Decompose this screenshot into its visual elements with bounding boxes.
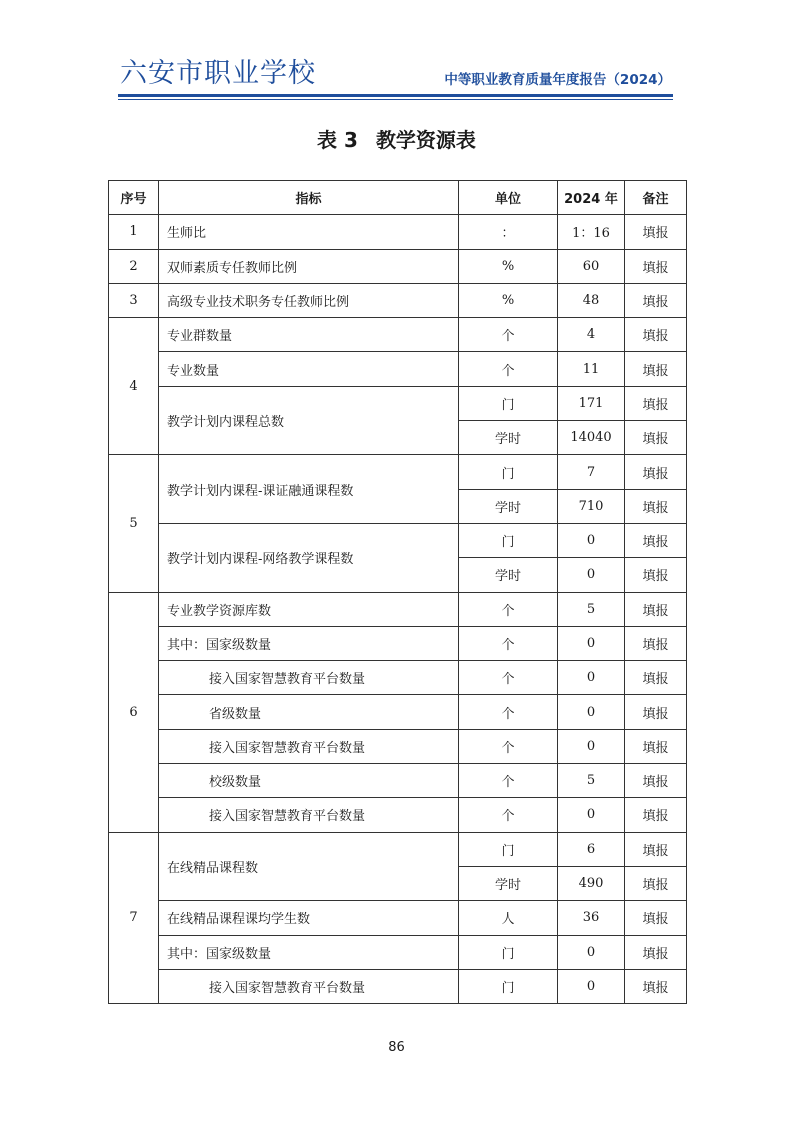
- value: 48: [558, 283, 625, 317]
- note: 填报: [625, 866, 687, 900]
- value: 4: [558, 318, 625, 352]
- indicator: 生师比: [159, 215, 459, 249]
- value: 5: [558, 592, 625, 626]
- table-row: [109, 729, 687, 763]
- indicator: 专业教学资源库数: [159, 592, 459, 626]
- unit: 门: [459, 935, 558, 969]
- note: 填报: [625, 626, 687, 660]
- table-header-row: [109, 181, 687, 215]
- table-row: [109, 901, 687, 935]
- header-rule-thick: [118, 94, 673, 97]
- col-header-indicator: 指标: [159, 181, 459, 215]
- unit: 人: [459, 901, 558, 935]
- note: 填报: [625, 249, 687, 283]
- note: 填报: [625, 798, 687, 832]
- row-number: 5: [109, 455, 159, 592]
- note: 填报: [625, 901, 687, 935]
- value: 14040: [558, 421, 625, 455]
- value: 0: [558, 969, 625, 1003]
- indicator: 双师素质专任教师比例: [159, 249, 459, 283]
- table-row: [109, 695, 687, 729]
- value: 60: [558, 249, 625, 283]
- value: 5: [558, 764, 625, 798]
- table-row: [109, 935, 687, 969]
- table-row: [109, 969, 687, 1003]
- table-row: [109, 283, 687, 317]
- unit: 学时: [459, 421, 558, 455]
- value: 0: [558, 661, 625, 695]
- row-number: 3: [109, 283, 159, 317]
- unit: %: [459, 283, 558, 317]
- unit: 门: [459, 832, 558, 866]
- col-header-note: 备注: [625, 181, 687, 215]
- note: 填报: [625, 523, 687, 557]
- unit: 门: [459, 455, 558, 489]
- unit: %: [459, 249, 558, 283]
- row-number: 6: [109, 592, 159, 832]
- row-number: 1: [109, 215, 159, 249]
- indicator: 专业群数量: [159, 318, 459, 352]
- row-number: 4: [109, 318, 159, 455]
- indicator: 其中：国家级数量: [159, 935, 459, 969]
- table-row: [109, 798, 687, 832]
- header-rule-thin: [118, 99, 673, 100]
- page-number: 86: [388, 1040, 405, 1055]
- note: 填报: [625, 352, 687, 386]
- note: 填报: [625, 421, 687, 455]
- report-title: 中等职业教育质量年度报告（2024）: [444, 72, 671, 88]
- value: 1：16: [558, 215, 625, 249]
- note: 填报: [625, 455, 687, 489]
- note: 填报: [625, 729, 687, 763]
- unit: ：: [459, 215, 558, 249]
- note: 填报: [625, 283, 687, 317]
- value: 0: [558, 729, 625, 763]
- teaching-resources-table: [108, 180, 687, 1004]
- table-row: [109, 352, 687, 386]
- unit: 个: [459, 592, 558, 626]
- unit: 门: [459, 523, 558, 557]
- value: 490: [558, 866, 625, 900]
- table-row: [109, 764, 687, 798]
- value: 0: [558, 798, 625, 832]
- unit: 个: [459, 318, 558, 352]
- indicator: 其中：国家级数量: [159, 626, 459, 660]
- note: 填报: [625, 318, 687, 352]
- note: 填报: [625, 695, 687, 729]
- value: 7: [558, 455, 625, 489]
- indicator: 接入国家智慧教育平台数量: [159, 661, 459, 695]
- unit: 个: [459, 352, 558, 386]
- note: 填报: [625, 386, 687, 420]
- unit: 个: [459, 798, 558, 832]
- indicator: 在线精品课程课均学生数: [159, 901, 459, 935]
- unit: 学时: [459, 558, 558, 592]
- indicator: 省级数量: [159, 695, 459, 729]
- note: 填报: [625, 661, 687, 695]
- value: 710: [558, 489, 625, 523]
- indicator: 高级专业技术职务专任教师比例: [159, 283, 459, 317]
- table-row: [109, 832, 687, 866]
- col-header-year: 2024 年: [558, 181, 625, 215]
- unit: 个: [459, 729, 558, 763]
- unit: 学时: [459, 489, 558, 523]
- value: 6: [558, 832, 625, 866]
- note: 填报: [625, 489, 687, 523]
- value: 0: [558, 626, 625, 660]
- unit: 学时: [459, 866, 558, 900]
- value: 36: [558, 901, 625, 935]
- table-caption: 教学资源表: [375, 128, 476, 152]
- col-header-no: 序号: [109, 181, 159, 215]
- table-row: [109, 592, 687, 626]
- unit: 个: [459, 764, 558, 798]
- note: 填报: [625, 935, 687, 969]
- value: 11: [558, 352, 625, 386]
- table-row: [109, 455, 687, 489]
- table-row: [109, 626, 687, 660]
- school-name: 六安市职业学校: [120, 58, 316, 89]
- table-row: [109, 249, 687, 283]
- note: 填报: [625, 832, 687, 866]
- indicator: 校级数量: [159, 764, 459, 798]
- value: 0: [558, 523, 625, 557]
- table-row: [109, 318, 687, 352]
- unit: 门: [459, 969, 558, 1003]
- indicator: 教学计划内课程-课证融通课程数: [159, 455, 459, 524]
- note: 填报: [625, 558, 687, 592]
- table-number: 表 3: [317, 128, 358, 152]
- col-header-unit: 单位: [459, 181, 558, 215]
- row-number: 2: [109, 249, 159, 283]
- unit: 个: [459, 661, 558, 695]
- note: 填报: [625, 215, 687, 249]
- unit: 个: [459, 626, 558, 660]
- value: 0: [558, 558, 625, 592]
- table-row: [109, 386, 687, 420]
- value: 171: [558, 386, 625, 420]
- table-row: [109, 215, 687, 249]
- indicator: 接入国家智慧教育平台数量: [159, 729, 459, 763]
- indicator: 教学计划内课程总数: [159, 386, 459, 455]
- note: 填报: [625, 764, 687, 798]
- row-number: 7: [109, 832, 159, 1003]
- table-row: [109, 523, 687, 557]
- table-row: [109, 661, 687, 695]
- indicator: 专业数量: [159, 352, 459, 386]
- value: 0: [558, 695, 625, 729]
- table-title: [0, 124, 793, 153]
- unit: 门: [459, 386, 558, 420]
- indicator: 在线精品课程数: [159, 832, 459, 901]
- indicator: 接入国家智慧教育平台数量: [159, 798, 459, 832]
- unit: 个: [459, 695, 558, 729]
- indicator: 教学计划内课程-网络教学课程数: [159, 523, 459, 592]
- note: 填报: [625, 969, 687, 1003]
- note: 填报: [625, 592, 687, 626]
- value: 0: [558, 935, 625, 969]
- indicator: 接入国家智慧教育平台数量: [159, 969, 459, 1003]
